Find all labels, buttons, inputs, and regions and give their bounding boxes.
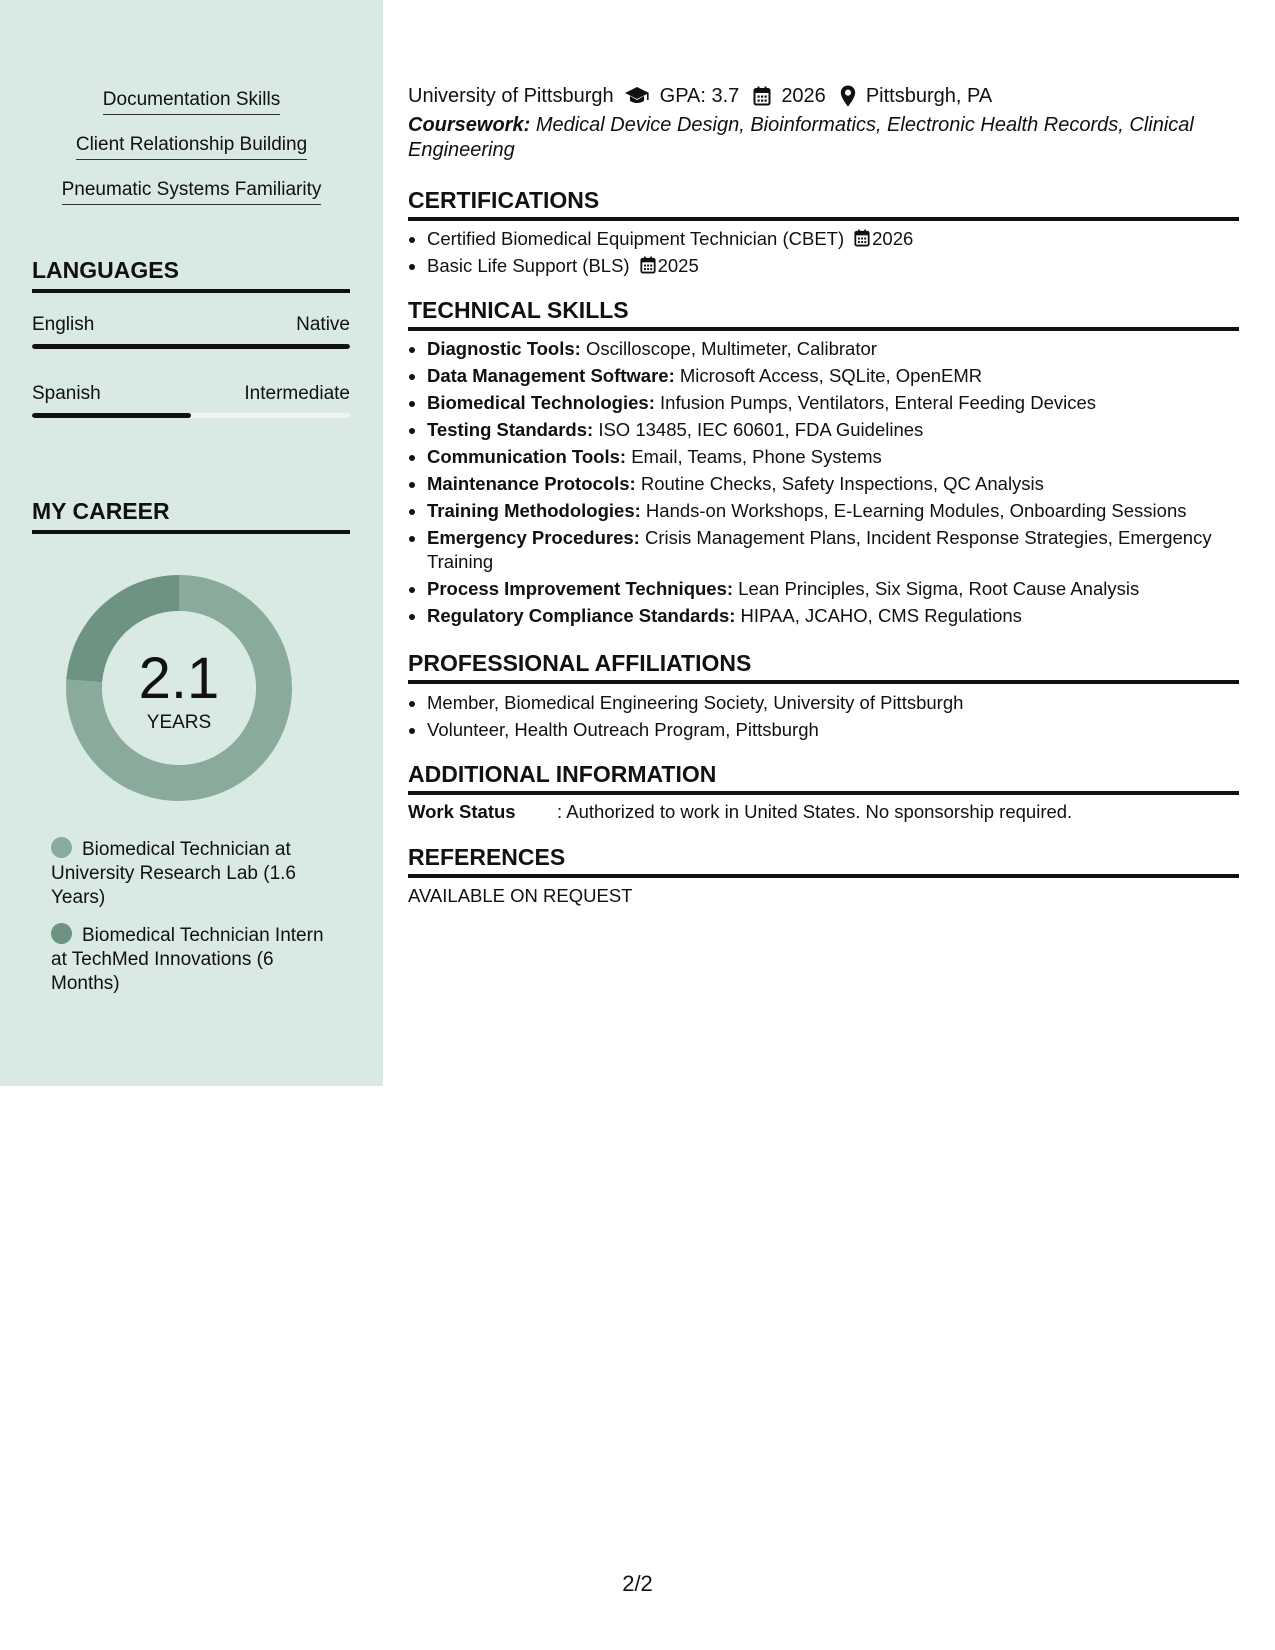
- list-item: [427, 227, 1227, 251]
- certification-name: Certified Biomedical Equipment Technician (CBET): [427, 228, 845, 249]
- skill-values: Hands-on Workshops, E-Learning Modules, Onboarding Sessions: [645, 500, 1187, 521]
- technical-skills-heading: TECHNICAL SKILLS: [408, 296, 1239, 331]
- additional-info-heading: ADDITIONAL INFORMATION: [408, 760, 1239, 795]
- gpa: GPA: 3.7: [659, 85, 740, 107]
- skill-values: Routine Checks, Safety Inspections, QC Analysis: [640, 473, 1044, 494]
- school-name: University of Pittsburgh: [408, 85, 614, 107]
- skill-values: HIPAA, JCAHO, CMS Regulations: [740, 605, 1022, 626]
- legend-dot-icon: [51, 923, 72, 944]
- skill-label: Pneumatic Systems Familiarity: [62, 178, 322, 205]
- work-status: [408, 800, 1240, 824]
- career-legend-item: [51, 923, 341, 996]
- skill-values: Microsoft Access, SQLite, OpenEMR: [679, 365, 983, 386]
- page-number: 2/2: [622, 1571, 653, 1596]
- list-item: [427, 526, 1227, 574]
- skill-values: Lean Principles, Six Sigma, Root Cause Analysis: [738, 578, 1140, 599]
- coursework: [408, 113, 1208, 163]
- list-item: [427, 472, 1227, 496]
- list-item: • Volunteer, Health Outreach Program, Pittsburgh: [427, 718, 1227, 742]
- calendar-icon: [854, 229, 870, 247]
- technical-skills-list: [408, 337, 1227, 631]
- list-item: [427, 577, 1227, 601]
- certification-name: Basic Life Support (BLS): [427, 255, 630, 276]
- language-name: English: [32, 314, 95, 335]
- graduation-year: 2026: [781, 85, 826, 107]
- career-total: 2.1: [138, 646, 220, 711]
- skill-values: Oscilloscope, Multimeter, Calibrator: [585, 338, 877, 359]
- career-unit: YEARS: [146, 712, 212, 733]
- skill-values: Infusion Pumps, Ventilators, Enteral Feeding Devices: [660, 392, 1097, 413]
- affiliations-list: [408, 691, 1227, 745]
- graduation-cap-icon: [624, 86, 650, 106]
- career-legend-label: Biomedical Technician at University Research Lab (1.6 Years): [51, 839, 296, 908]
- calendar-icon: [753, 86, 771, 106]
- map-pin-icon: [840, 85, 856, 107]
- language-proficiency-fill: [32, 344, 350, 349]
- school-location: Pittsburgh, PA: [865, 85, 993, 107]
- languages-heading: LANGUAGES: [32, 256, 350, 293]
- skill-category: Maintenance Protocols:: [427, 473, 636, 494]
- references-heading: REFERENCES: [408, 843, 1239, 878]
- list-item: [427, 337, 1227, 361]
- calendar-icon: [640, 256, 656, 274]
- legend-dot-icon: [51, 837, 72, 858]
- list-item: [427, 391, 1227, 415]
- language-proficiency-bar: [32, 344, 350, 349]
- language-level: Intermediate: [244, 383, 350, 404]
- list-item: [427, 254, 1227, 278]
- skill-category: Diagnostic Tools:: [427, 338, 581, 359]
- affiliations-heading: PROFESSIONAL AFFILIATIONS: [408, 649, 1239, 684]
- list-item: [427, 445, 1227, 469]
- career-legend-label: Biomedical Technician Intern at TechMed Innovations (6 Months): [51, 925, 324, 994]
- coursework-list: Medical Device Design, Bioinformatics, Electronic Health Records, Clinical Engineering: [408, 114, 1194, 161]
- skill-tag: [0, 88, 383, 115]
- skill-category: Emergency Procedures:: [427, 527, 640, 548]
- certification-year: 2025: [657, 255, 699, 276]
- skill-tag: [0, 133, 383, 160]
- language-name: Spanish: [32, 383, 101, 404]
- skill-category: Communication Tools:: [427, 446, 627, 467]
- certification-year: 2026: [872, 228, 914, 249]
- certifications-heading: CERTIFICATIONS: [408, 186, 1239, 221]
- certifications-list: [408, 227, 1227, 281]
- list-item: [427, 418, 1227, 442]
- skill-label: Client Relationship Building: [76, 133, 307, 160]
- language-level: Native: [296, 314, 350, 335]
- list-item: • Member, Biomedical Engineering Society, University of Pittsburgh: [427, 691, 1227, 715]
- work-status-value: : Authorized to work in United States. No sponsorship required.: [557, 801, 1073, 822]
- references-text: AVAILABLE ON REQUEST: [408, 885, 633, 906]
- career-donut-chart: [66, 575, 292, 801]
- list-item: [427, 499, 1227, 523]
- skill-tag: [0, 178, 383, 205]
- skill-category: Process Improvement Techniques:: [427, 578, 734, 599]
- sidebar: [0, 0, 383, 1086]
- career-legend-item: [51, 837, 341, 910]
- list-item: [427, 364, 1227, 388]
- language-row: [32, 382, 350, 406]
- work-status-label: Work Status: [408, 801, 516, 822]
- skill-values: Email, Teams, Phone Systems: [631, 446, 882, 467]
- education-line: [408, 83, 1240, 109]
- career-heading: MY CAREER: [32, 497, 350, 534]
- skill-values: Crisis Management Plans, Incident Response Strategies, Emergency Training: [427, 527, 1212, 572]
- language-row: [32, 313, 350, 337]
- language-proficiency-bar: [32, 413, 350, 418]
- skill-category: Regulatory Compliance Standards:: [427, 605, 736, 626]
- skill-values: ISO 13485, IEC 60601, FDA Guidelines: [598, 419, 924, 440]
- list-item: [427, 604, 1227, 628]
- skill-label: Documentation Skills: [103, 88, 280, 115]
- skill-category: Training Methodologies:: [427, 500, 641, 521]
- language-proficiency-fill: [32, 413, 191, 418]
- skill-category: Data Management Software:: [427, 365, 675, 386]
- skill-category: Biomedical Technologies:: [427, 392, 655, 413]
- coursework-label: Coursework:: [408, 114, 531, 136]
- skill-category: Testing Standards:: [427, 419, 594, 440]
